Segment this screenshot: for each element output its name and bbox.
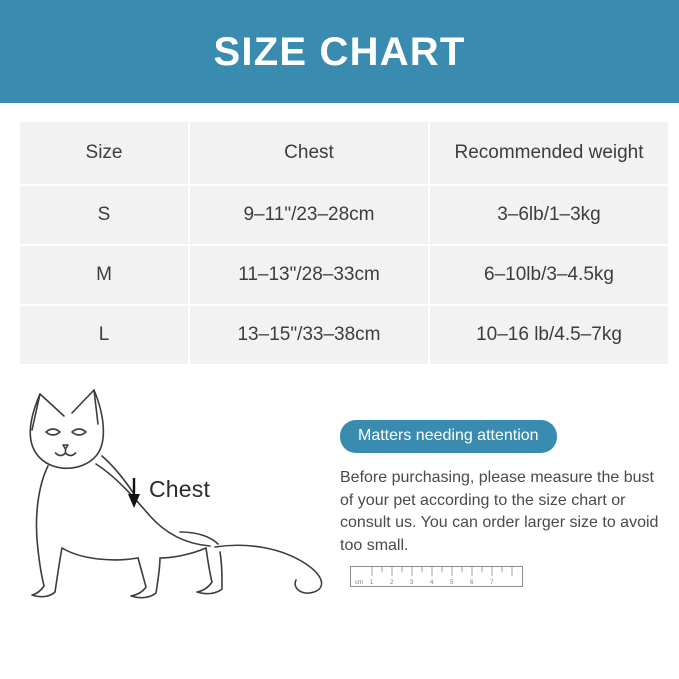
table-row: [20, 186, 668, 244]
cell-chest: 11–13"/28–33cm: [190, 246, 428, 304]
cell-chest: 9–11"/23–28cm: [190, 186, 428, 244]
svg-text:1: 1: [370, 580, 374, 586]
notice-block: [340, 420, 670, 558]
cell-weight: 3–6lb/1–3kg: [430, 186, 668, 244]
attention-badge: Matters needing attention: [340, 420, 557, 453]
svg-text:cm: cm: [355, 580, 363, 586]
cell-chest: 13–15"/33–38cm: [190, 306, 428, 364]
header-banner: [0, 0, 679, 103]
svg-text:3: 3: [410, 580, 414, 586]
column-header-weight: Recommended weight: [430, 122, 668, 184]
cell-size: L: [20, 306, 188, 364]
svg-text:4: 4: [430, 580, 434, 586]
ruler-icon: [350, 560, 530, 594]
table-row: [20, 306, 668, 364]
cell-size: S: [20, 186, 188, 244]
svg-text:7: 7: [490, 580, 494, 586]
chest-label: Chest: [149, 476, 211, 502]
cell-weight: 6–10lb/3–4.5kg: [430, 246, 668, 304]
column-header-chest: Chest: [190, 122, 428, 184]
page-title: SIZE CHART: [213, 29, 466, 74]
size-table: [18, 120, 670, 366]
svg-text:6: 6: [470, 580, 474, 586]
column-header-size: Size: [20, 122, 188, 184]
cat-illustration: [10, 382, 340, 612]
table-row: [20, 246, 668, 304]
svg-text:5: 5: [450, 580, 454, 586]
attention-text: Before purchasing, please measure the bust of your pet according to the size chart or consult us. You can order larger size to avoid too small.: [340, 469, 659, 555]
svg-text:2: 2: [390, 580, 394, 586]
size-table-container: [18, 120, 662, 366]
ruler-illustration: [350, 560, 530, 594]
cell-size: M: [20, 246, 188, 304]
lower-section: [0, 382, 679, 679]
table-header-row: [20, 122, 668, 184]
cell-weight: 10–16 lb/4.5–7kg: [430, 306, 668, 364]
